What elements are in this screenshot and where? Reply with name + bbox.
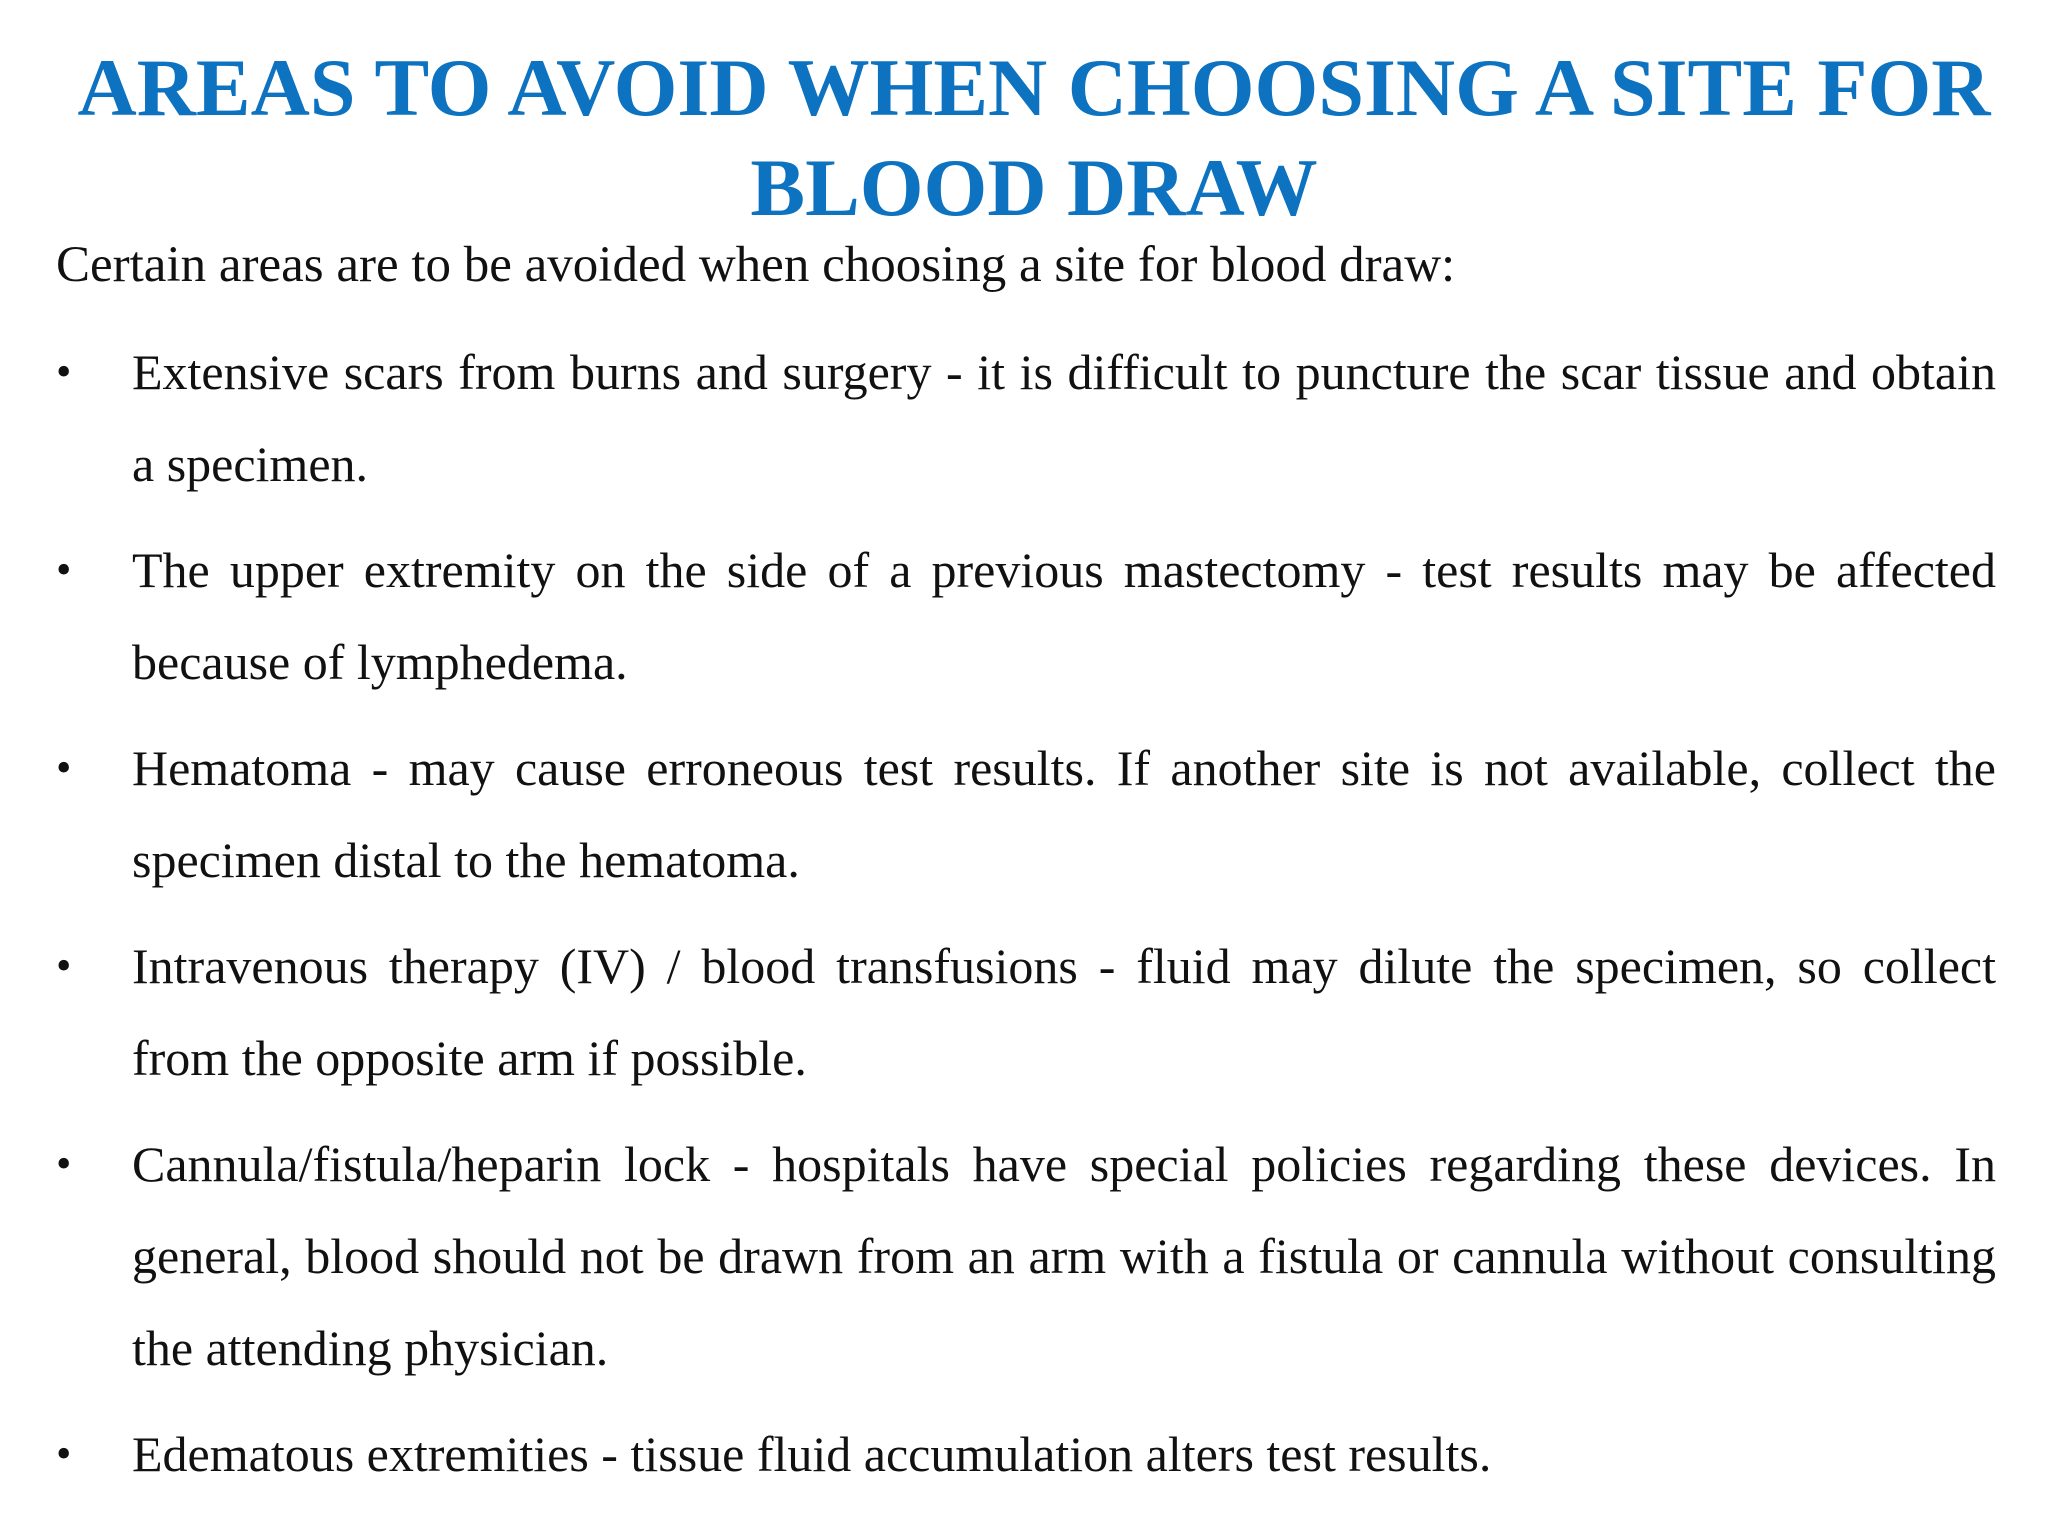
bullet-icon: • — [56, 347, 72, 396]
bullet-text: Cannula/fistula/heparin lock - hospitals have special policies regarding these devices. In general, blood should not be drawn from an arm with a fistula or cannula without consulting the attending physician. — [132, 1136, 1996, 1376]
bullet-list — [56, 326, 1996, 1514]
bullet-icon: • — [56, 1429, 72, 1478]
bullet-icon: • — [56, 743, 72, 792]
bullet-text: The upper extremity on the side of a previous mastectomy - test results may be affected because of lymphedema. — [132, 542, 1996, 690]
bullet-icon: • — [56, 545, 72, 594]
bullet-item-iv-therapy — [56, 920, 1996, 1104]
bullet-item-cannula — [56, 1118, 1996, 1394]
bullet-item-edematous — [56, 1408, 1996, 1500]
bullet-text: Edematous extremities - tissue fluid accumulation alters test results. — [132, 1426, 1492, 1482]
intro-text: Certain areas are to be avoided when choosing a site for blood draw: — [56, 237, 1456, 293]
slide-title: AREAS TO AVOID WHEN CHOOSING A SITE FOR BLOOD DRAW — [77, 42, 1991, 233]
bullet-text: Intravenous therapy (IV) / blood transfusions - fluid may dilute the specimen, so collect from the opposite arm if possible. — [132, 938, 1996, 1086]
bullet-item-mastectomy — [56, 524, 1996, 708]
bullet-text: Extensive scars from burns and surgery - it is difficult to puncture the scar tissue and obtain a specimen. — [132, 344, 1996, 492]
bullet-item-scars — [56, 326, 1996, 510]
bullet-text: Hematoma - may cause erroneous test results. If another site is not available, collect the specimen distal to the hematoma. — [132, 740, 1996, 888]
bullet-icon: • — [56, 941, 72, 990]
bullet-icon: • — [56, 1139, 72, 1188]
bullet-item-hematoma — [56, 722, 1996, 906]
